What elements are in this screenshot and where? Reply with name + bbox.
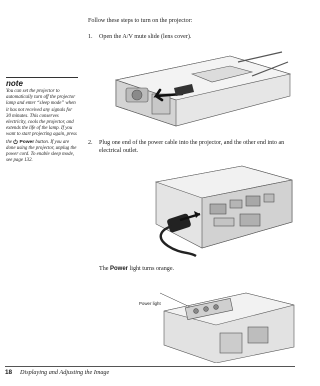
power-light-callout: Power light xyxy=(139,301,161,306)
note-sidebar xyxy=(6,77,78,164)
step-number: 2. xyxy=(88,140,93,146)
step-text: Plug one end of the power cable into the projector, and the other end into an electrical outlet. xyxy=(99,140,285,154)
note-text-after: button. If you are done using the projector, unplug the power cord. To enable sleep mode, see page 132. xyxy=(6,139,77,164)
result-power-word: Power xyxy=(110,266,129,272)
figure-power-light xyxy=(160,283,295,363)
step-number: 1. xyxy=(88,34,93,40)
note-title: note xyxy=(6,79,23,88)
note-text-before: You can set the projector to automatically turn off the projector lamp and enter “sleep mode” when it has not received any signals for 30 minutes. This conserves electricity, cools the projector, and extends the life of the lamp. If you want to start projecting again, press the xyxy=(6,89,77,145)
note-rule xyxy=(6,77,78,78)
step-text: Open the A/V mute slide (lens cover). xyxy=(99,34,192,40)
intro-text: Follow these steps to turn on the projector: xyxy=(88,18,193,24)
figure-power-cable xyxy=(150,160,295,258)
step-1 xyxy=(88,33,293,41)
page-number: 18 xyxy=(5,369,13,376)
note-text xyxy=(6,89,78,164)
footer-rule xyxy=(5,366,295,367)
note-power-word: Power xyxy=(19,139,35,145)
step-2 xyxy=(88,139,293,155)
result-text xyxy=(99,266,174,272)
result-after: light turns orange. xyxy=(129,266,175,272)
footer-title: Displaying and Adjusting the Image xyxy=(20,369,110,376)
figure-lens-cover xyxy=(112,44,292,136)
callout-line xyxy=(160,293,190,307)
power-icon xyxy=(13,139,18,144)
result-before: The xyxy=(99,266,109,272)
